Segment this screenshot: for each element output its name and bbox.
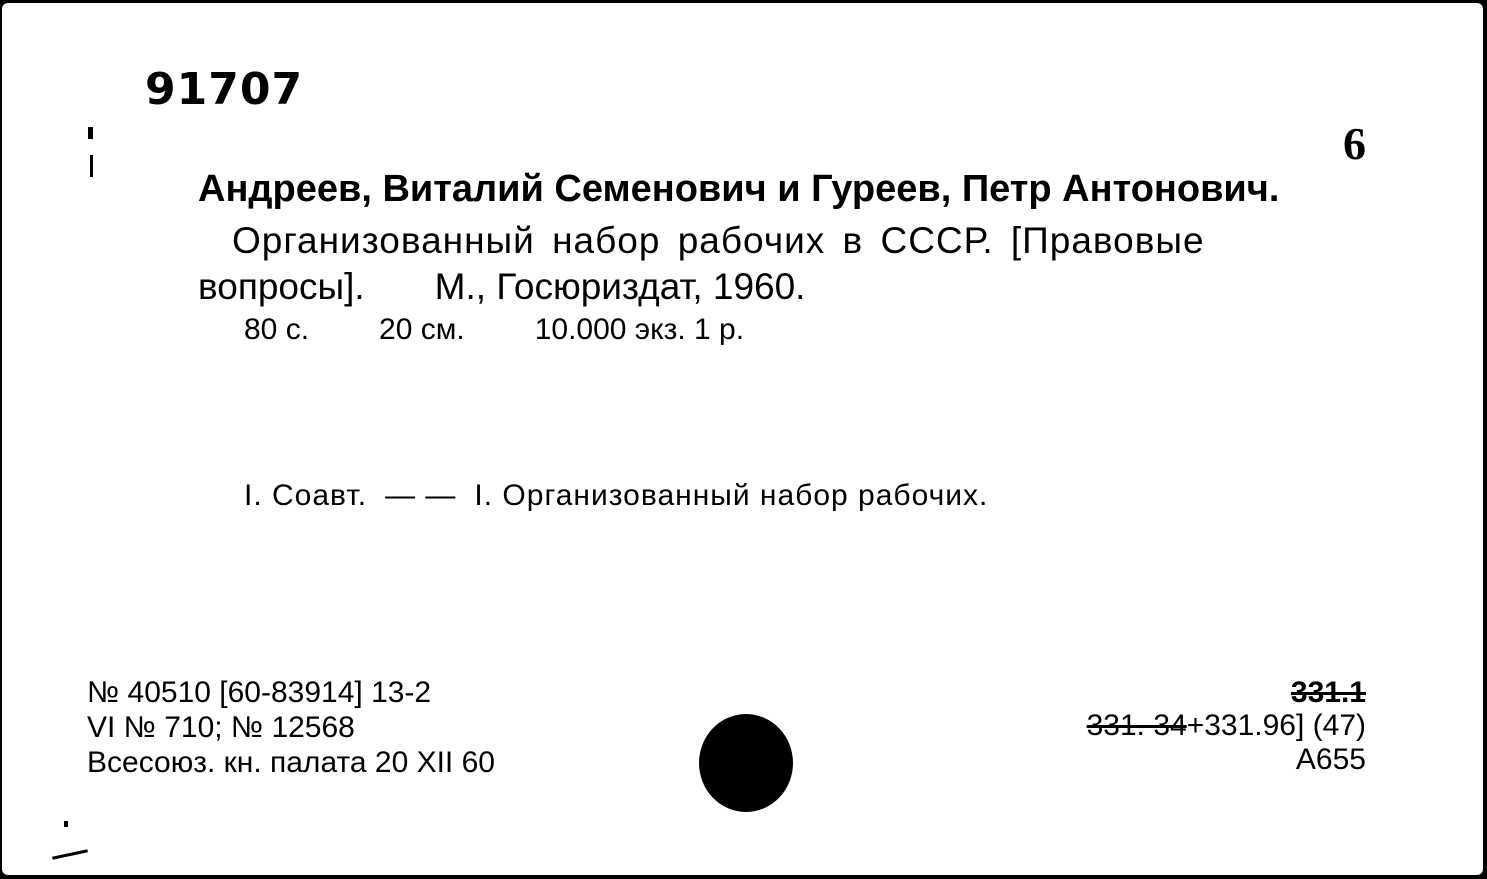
footer-line-1: № 40510 [60-83914] 13-2 bbox=[87, 676, 432, 709]
punch-hole bbox=[699, 714, 793, 812]
card-number: 6 bbox=[1343, 118, 1366, 169]
classification-line-3: А655 bbox=[1295, 743, 1366, 776]
classification-rest: +331.96] (47) bbox=[1186, 709, 1366, 742]
margin-mark bbox=[52, 849, 88, 859]
margin-mark bbox=[64, 821, 68, 827]
title-line-1: Организованный набор рабочих в СССР. [Правовые bbox=[232, 220, 1205, 261]
physical-description bbox=[244, 315, 814, 345]
footer-line-2: VI № 710; № 12568 bbox=[87, 711, 355, 744]
classification-line-2 bbox=[1087, 711, 1366, 741]
footer-line-3: Всесоюз. кн. палата 20 XII 60 bbox=[87, 746, 495, 779]
tracing-coauthor: I. Соавт. bbox=[244, 479, 368, 512]
handwritten-accession-number: 91707 bbox=[145, 64, 304, 115]
tracing-dashes: — — bbox=[385, 479, 457, 512]
pages: 80 с. bbox=[244, 313, 310, 346]
margin-mark bbox=[88, 127, 93, 139]
tracing bbox=[244, 481, 988, 511]
catalog-card bbox=[2, 3, 1483, 875]
title-line-2 bbox=[198, 268, 805, 305]
tracing-title: I. Организованный набор рабочих. bbox=[474, 479, 989, 512]
copies-price: 10.000 экз. 1 р. bbox=[534, 313, 745, 346]
imprint: М., Госюриздат, 1960. bbox=[434, 266, 806, 307]
classification-line-1: 331.1 bbox=[1290, 676, 1366, 709]
size: 20 см. bbox=[379, 313, 465, 346]
margin-mark bbox=[90, 155, 93, 177]
title-continuation: вопросы]. bbox=[198, 266, 365, 307]
classification-struck: 331. 34 bbox=[1086, 709, 1187, 742]
author-heading: Андреев, Виталий Семенович и Гуреев, Петр Антонович. bbox=[198, 168, 1280, 210]
